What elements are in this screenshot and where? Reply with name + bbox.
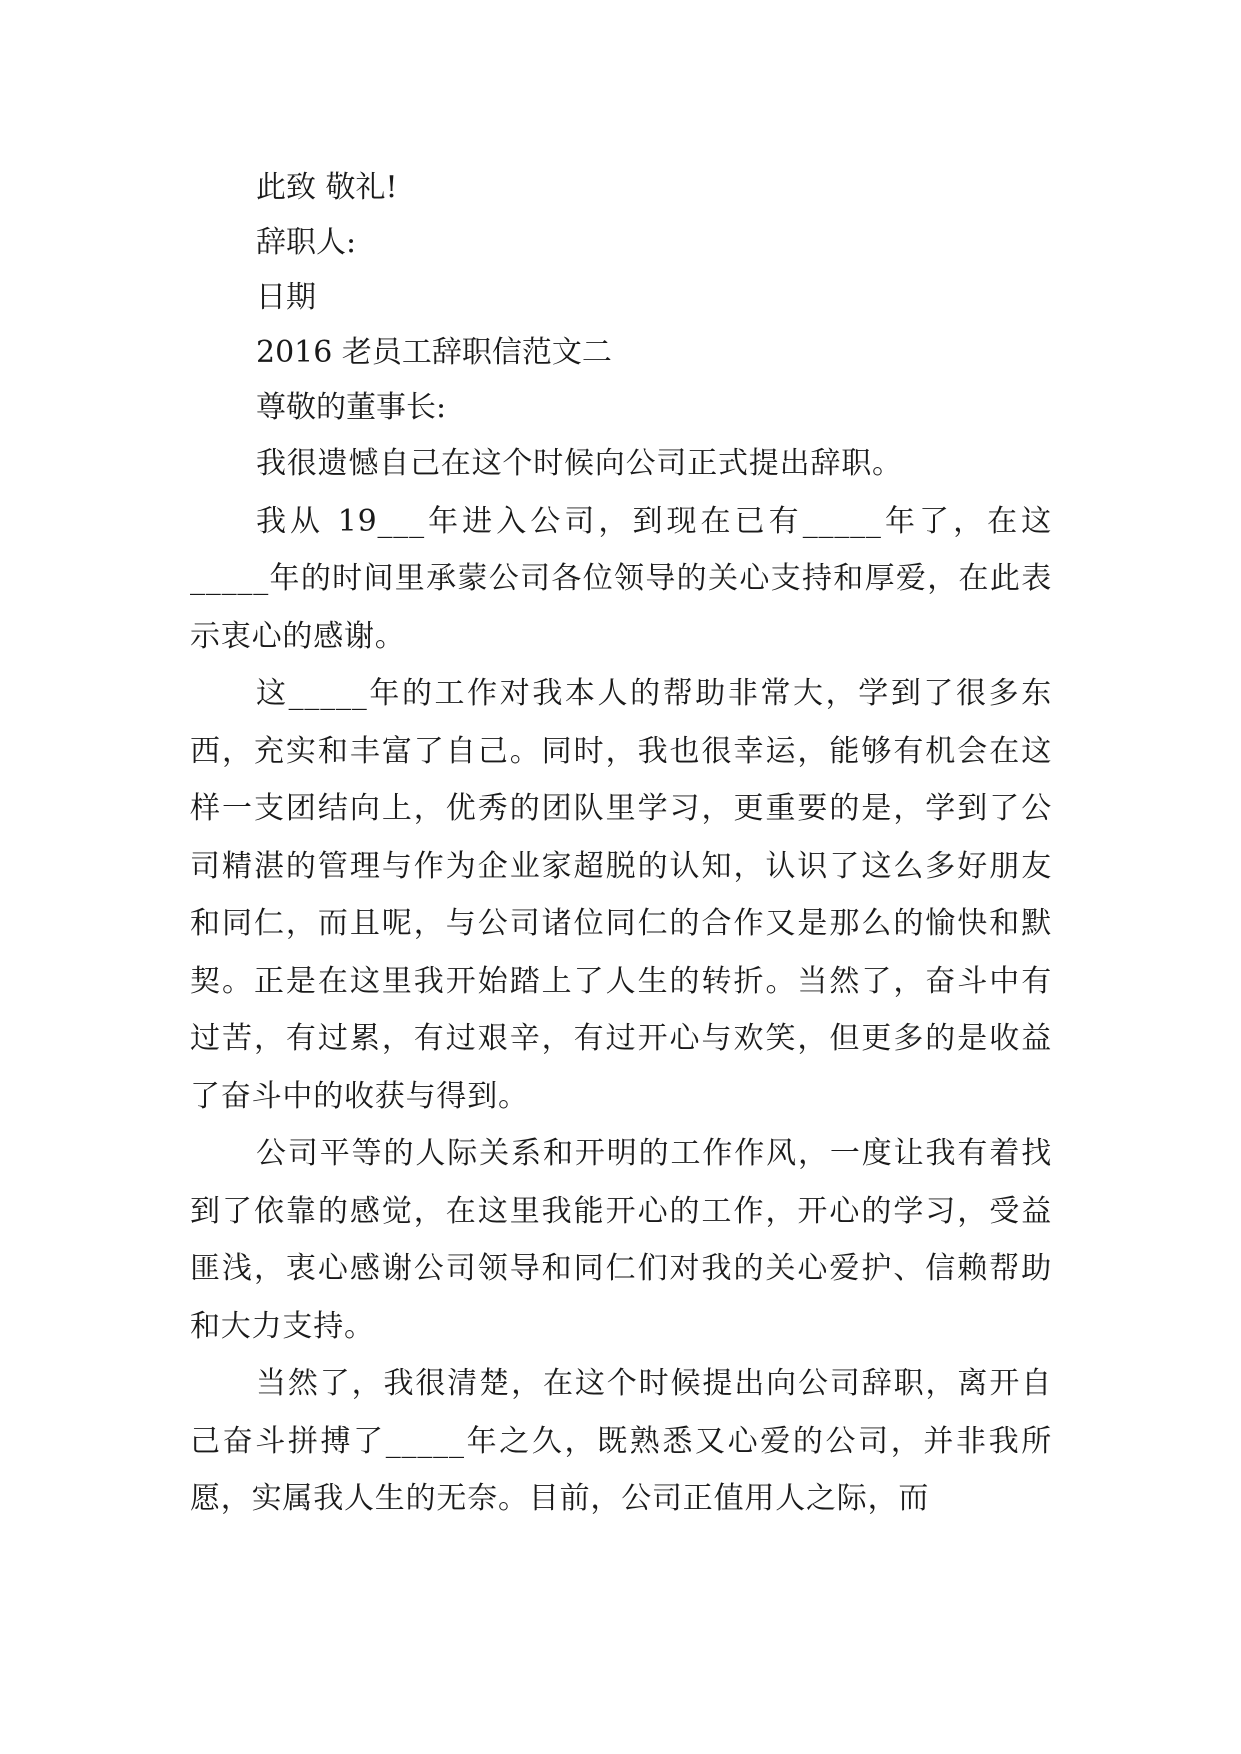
paragraph: 我从 19___年进入公司，到现在已有_____年了，在这_____年的时间里承蒙公司各位领导的关心支持和厚爱，在此表示衷心的感谢。 (190, 503, 1052, 654)
paragraph: 当然了，我很清楚，在这个时候提出向公司辞职，离开自己奋斗拼搏了_____年之久，既熟悉又心爱的公司，并非我所愿，实属我人生的无奈。目前，公司正值用人之际，而 (190, 1366, 1052, 1516)
closing-salutation: 此致 敬礼! (256, 170, 398, 205)
signer-label: 辞职人: (256, 225, 357, 260)
paragraph: 我很遗憾自己在这个时候向公司正式提出辞职。 (256, 446, 903, 481)
document-body (190, 160, 1052, 1528)
section-title: 2016 老员工辞职信范文二 (256, 335, 612, 370)
paragraph: 公司平等的人际关系和开明的工作作风，一度让我有着找到了依靠的感觉，在这里我能开心的工作，开心的学习，受益匪浅，衷心感谢公司领导和同仁们对我的关心爱护、信赖帮助和大力支持。 (190, 1136, 1052, 1344)
date-label: 日期 (256, 280, 316, 315)
paragraph: 这_____年的工作对我本人的帮助非常大，学到了很多东西，充实和丰富了自己。同时，我也很幸运，能够有机会在这样一支团结向上，优秀的团队里学习，更重要的是，学到了公司精湛的管理与作为企业家超脱的认知，认识了这么多好朋友和同仁，而且呢，与公司诸位同仁的合作又是那么的愉快和默契。正是在这里我开始踏上了人生的转折。当然了，奋斗中有过苦，有过累，有过艰辛，有过开心与欢笑，但更多的是收益了奋斗中的收获与得到。 (190, 676, 1052, 1114)
greeting: 尊敬的董事长: (256, 390, 447, 425)
